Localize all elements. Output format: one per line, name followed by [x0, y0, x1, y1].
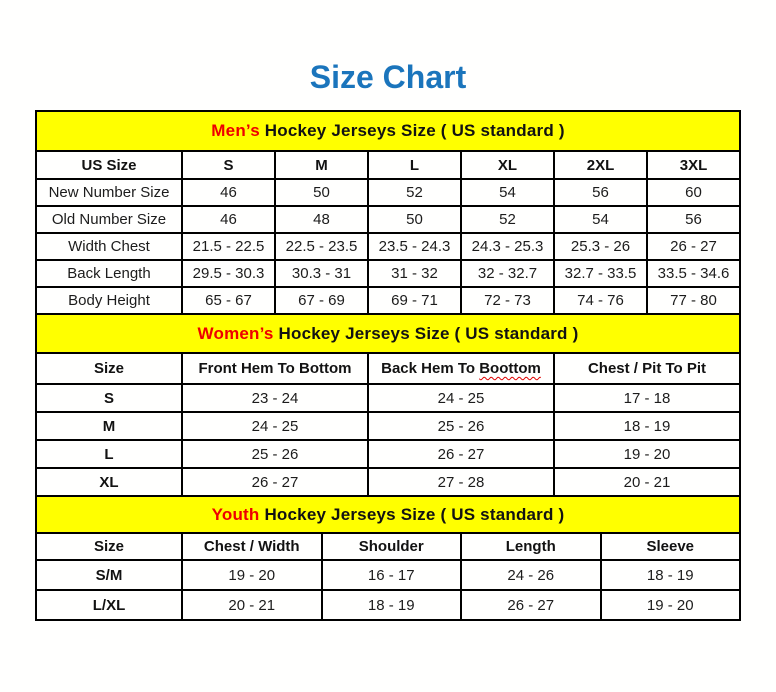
size-tables-container: [35, 110, 741, 621]
table-row: [36, 384, 740, 412]
mens-column-header: L: [368, 151, 461, 179]
mens-column-header: S: [182, 151, 275, 179]
row-label: S: [36, 384, 182, 412]
size-value-cell: 60: [647, 179, 740, 206]
mens-column-header: US Size: [36, 151, 182, 179]
size-value-cell: 18 - 19: [601, 560, 741, 590]
size-value-cell: 52: [368, 179, 461, 206]
womens-size-table: [35, 313, 741, 497]
table-row: [36, 233, 740, 260]
size-value-cell: 20 - 21: [182, 590, 322, 620]
womens-section-band-row: [36, 314, 740, 353]
size-value-cell: 22.5 - 23.5: [275, 233, 368, 260]
row-label: Back Length: [36, 260, 182, 287]
row-label: L: [36, 440, 182, 468]
size-value-cell: 19 - 20: [554, 440, 740, 468]
size-value-cell: 21.5 - 22.5: [182, 233, 275, 260]
mens-column-header: XL: [461, 151, 554, 179]
size-value-cell: 54: [461, 179, 554, 206]
womens-column-header: [368, 353, 554, 384]
size-value-cell: 23 - 24: [182, 384, 368, 412]
size-value-cell: 69 - 71: [368, 287, 461, 314]
youth-column-header-row: [36, 533, 740, 560]
mens-section-band-row: [36, 111, 740, 151]
size-value-cell: 52: [461, 206, 554, 233]
row-label: S/M: [36, 560, 182, 590]
size-value-cell: 23.5 - 24.3: [368, 233, 461, 260]
mens-column-header-row: [36, 151, 740, 179]
size-value-cell: 17 - 18: [554, 384, 740, 412]
table-row: [36, 287, 740, 314]
mens-size-table: [35, 110, 741, 315]
youth-section-header: [36, 496, 740, 533]
size-value-cell: 25 - 26: [368, 412, 554, 440]
size-value-cell: 24.3 - 25.3: [461, 233, 554, 260]
size-value-cell: 24 - 25: [182, 412, 368, 440]
size-value-cell: 31 - 32: [368, 260, 461, 287]
row-label: L/XL: [36, 590, 182, 620]
size-value-cell: 46: [182, 206, 275, 233]
misspelled-word: Boottom: [479, 360, 541, 378]
column-header-prefix: Back Hem To: [381, 360, 476, 378]
row-label: M: [36, 412, 182, 440]
youth-column-header: Length: [461, 533, 601, 560]
size-value-cell: 56: [647, 206, 740, 233]
page-title: Size Chart: [309, 59, 467, 95]
table-row: [36, 440, 740, 468]
womens-column-header-row: [36, 353, 740, 384]
row-label: XL: [36, 468, 182, 496]
row-label: Width Chest: [36, 233, 182, 260]
youth-section-title-rest: Hockey Jerseys Size ( US standard ): [264, 504, 565, 524]
size-value-cell: 18 - 19: [322, 590, 462, 620]
row-label: New Number Size: [36, 179, 182, 206]
table-row: [36, 206, 740, 233]
table-row: [36, 468, 740, 496]
womens-section-accent: Women’s: [197, 323, 274, 343]
size-value-cell: 18 - 19: [554, 412, 740, 440]
size-value-cell: 67 - 69: [275, 287, 368, 314]
row-label: Old Number Size: [36, 206, 182, 233]
mens-section-accent: Men’s: [211, 121, 260, 141]
size-value-cell: 29.5 - 30.3: [182, 260, 275, 287]
size-value-cell: 19 - 20: [182, 560, 322, 590]
size-value-cell: 30.3 - 31: [275, 260, 368, 287]
size-value-cell: 50: [368, 206, 461, 233]
size-value-cell: 26 - 27: [368, 440, 554, 468]
mens-column-header: 2XL: [554, 151, 647, 179]
youth-column-header: Size: [36, 533, 182, 560]
youth-section-band-row: [36, 496, 740, 533]
size-value-cell: 46: [182, 179, 275, 206]
table-row: [36, 560, 740, 590]
table-row: [36, 590, 740, 620]
youth-column-header: Sleeve: [601, 533, 741, 560]
womens-column-header: Size: [36, 353, 182, 384]
womens-column-header: Chest / Pit To Pit: [554, 353, 740, 384]
size-value-cell: 27 - 28: [368, 468, 554, 496]
table-row: [36, 179, 740, 206]
youth-section-accent: Youth: [211, 504, 260, 524]
size-value-cell: 24 - 25: [368, 384, 554, 412]
mens-section-title-rest: Hockey Jerseys Size ( US standard ): [264, 121, 565, 141]
size-value-cell: 65 - 67: [182, 287, 275, 314]
size-value-cell: 50: [275, 179, 368, 206]
mens-column-header: 3XL: [647, 151, 740, 179]
size-value-cell: 24 - 26: [461, 560, 601, 590]
size-value-cell: 25.3 - 26: [554, 233, 647, 260]
size-value-cell: 25 - 26: [182, 440, 368, 468]
size-value-cell: 74 - 76: [554, 287, 647, 314]
mens-section-header: [36, 111, 740, 151]
size-value-cell: 26 - 27: [182, 468, 368, 496]
size-value-cell: 19 - 20: [601, 590, 741, 620]
size-value-cell: 26 - 27: [647, 233, 740, 260]
size-value-cell: 32.7 - 33.5: [554, 260, 647, 287]
size-value-cell: 54: [554, 206, 647, 233]
womens-column-header: Front Hem To Bottom: [182, 353, 368, 384]
youth-column-header: Shoulder: [322, 533, 462, 560]
row-label: Body Height: [36, 287, 182, 314]
size-value-cell: 32 - 32.7: [461, 260, 554, 287]
size-value-cell: 20 - 21: [554, 468, 740, 496]
size-value-cell: 16 - 17: [322, 560, 462, 590]
size-value-cell: 56: [554, 179, 647, 206]
table-row: [36, 260, 740, 287]
womens-section-title-rest: Hockey Jerseys Size ( US standard ): [278, 323, 579, 343]
size-value-cell: 26 - 27: [461, 590, 601, 620]
youth-column-header: Chest / Width: [182, 533, 322, 560]
table-row: [36, 412, 740, 440]
youth-size-table: [35, 495, 741, 621]
size-value-cell: 77 - 80: [647, 287, 740, 314]
size-value-cell: 48: [275, 206, 368, 233]
mens-column-header: M: [275, 151, 368, 179]
womens-section-header: [36, 314, 740, 353]
size-value-cell: 72 - 73: [461, 287, 554, 314]
size-value-cell: 33.5 - 34.6: [647, 260, 740, 287]
